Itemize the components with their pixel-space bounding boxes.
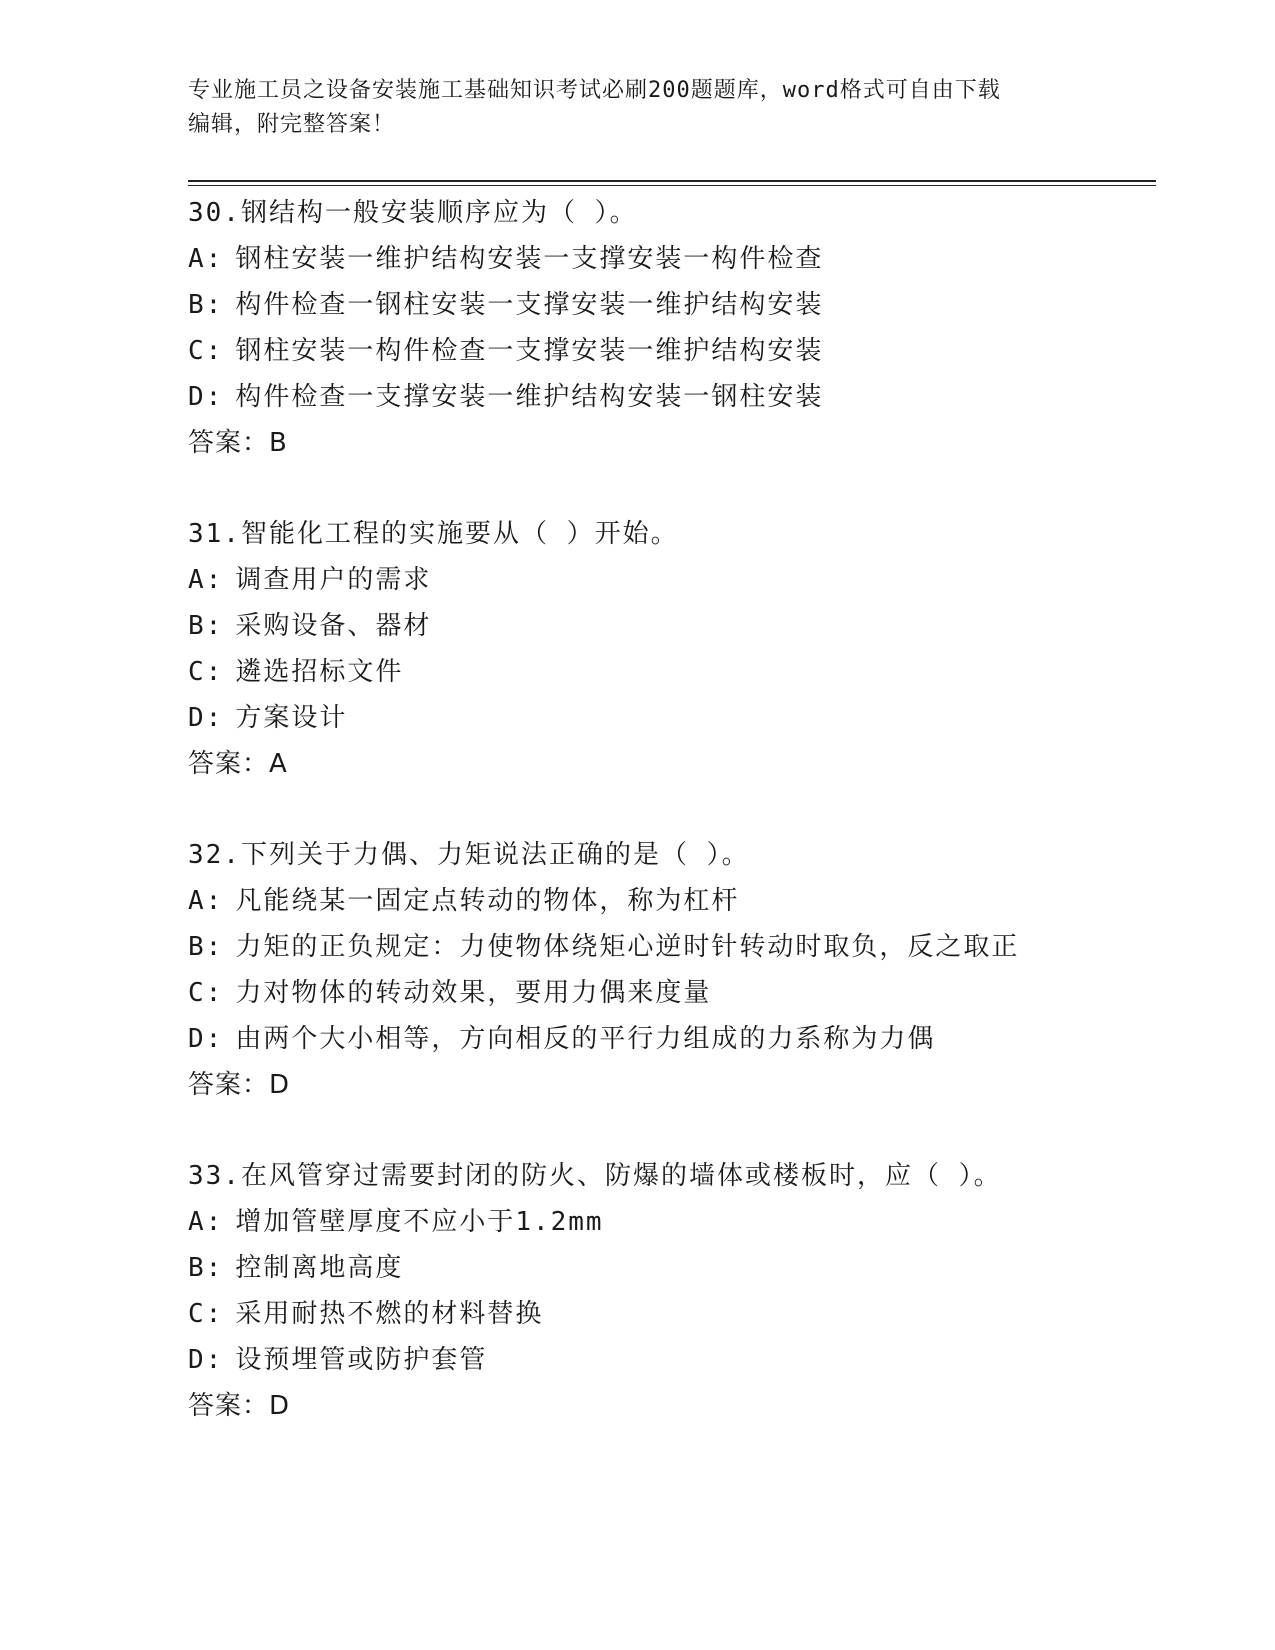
option-key: A: [188, 1207, 224, 1237]
answer-line: 答案：D [188, 1070, 291, 1100]
option-c [188, 1291, 1156, 1337]
header-divider [188, 180, 1156, 186]
option-key: C: [188, 336, 224, 366]
option-a [188, 1199, 1156, 1245]
option-a [188, 236, 1156, 282]
option-d [188, 1337, 1156, 1383]
option-a [188, 878, 1156, 924]
option-text: 力对物体的转动效果，要用力偶来度量 [235, 978, 712, 1008]
option-text: 力矩的正负规定：力使物体绕矩心逆时针转动时取负，反之取正 [235, 932, 1020, 962]
option-key: B: [188, 1253, 224, 1283]
option-text: 采用耐热不燃的材料替换 [235, 1299, 544, 1329]
option-d [188, 1016, 1156, 1062]
option-key: B: [188, 290, 224, 320]
option-text: 调查用户的需求 [235, 565, 432, 595]
option-text: 设预埋管或防护套管 [235, 1345, 488, 1375]
option-text: 构件检查一支撑安装一维护结构安装一钢柱安装 [235, 382, 824, 412]
option-c [188, 970, 1156, 1016]
question-31 [188, 511, 1156, 787]
option-c [188, 649, 1156, 695]
question-stem: 30.钢结构一般安装顺序应为（ ）。 [188, 198, 638, 228]
option-text: 钢柱安装一维护结构安装一支撑安装一构件检查 [235, 244, 824, 274]
option-text: 凡能绕某一固定点转动的物体，称为杠杆 [235, 886, 740, 916]
answer-line: 答案：A [188, 749, 288, 779]
question-33 [188, 1153, 1156, 1429]
option-key: D: [188, 1024, 224, 1054]
answer-line: 答案：D [188, 1391, 291, 1421]
option-text: 由两个大小相等，方向相反的平行力组成的力系称为力偶 [235, 1024, 936, 1054]
option-d [188, 374, 1156, 420]
option-key: C: [188, 1299, 224, 1329]
question-30 [188, 190, 1156, 466]
option-text: 增加管壁厚度不应小于1.2mm [235, 1207, 604, 1237]
answer-line: 答案：B [188, 428, 288, 458]
option-text: 控制离地高度 [235, 1253, 404, 1283]
option-b [188, 282, 1156, 328]
option-key: B: [188, 932, 224, 962]
option-d [188, 695, 1156, 741]
question-stem: 31.智能化工程的实施要从（ ）开始。 [188, 519, 679, 549]
option-text: 采购设备、器材 [235, 611, 432, 641]
option-text: 构件检查一钢柱安装一支撑安装一维护结构安装 [235, 290, 824, 320]
option-b [188, 924, 1156, 970]
question-list [188, 190, 1156, 1474]
option-text: 遴选招标文件 [235, 657, 404, 687]
option-key: C: [188, 978, 224, 1008]
option-a [188, 557, 1156, 603]
question-32 [188, 832, 1156, 1108]
option-key: A: [188, 565, 224, 595]
option-key: A: [188, 886, 224, 916]
option-key: D: [188, 703, 224, 733]
option-key: D: [188, 1345, 224, 1375]
question-stem: 33.在风管穿过需要封闭的防火、防爆的墙体或楼板时，应（ ）。 [188, 1161, 1002, 1191]
option-key: D: [188, 382, 224, 412]
header-title-line-1: 专业施工员之设备安装施工基础知识考试必刷200题题库，word格式可自由下载 [188, 78, 1001, 103]
option-b [188, 1245, 1156, 1291]
option-b [188, 603, 1156, 649]
document-header [188, 74, 1088, 142]
option-text: 钢柱安装一构件检查一支撑安装一维护结构安装 [235, 336, 824, 366]
header-title-line-2: 编辑，附完整答案！ [188, 112, 396, 137]
option-text: 方案设计 [235, 703, 348, 733]
option-key: B: [188, 611, 224, 641]
option-key: C: [188, 657, 224, 687]
option-c [188, 328, 1156, 374]
option-key: A: [188, 244, 224, 274]
question-stem: 32.下列关于力偶、力矩说法正确的是（ ）。 [188, 840, 750, 870]
